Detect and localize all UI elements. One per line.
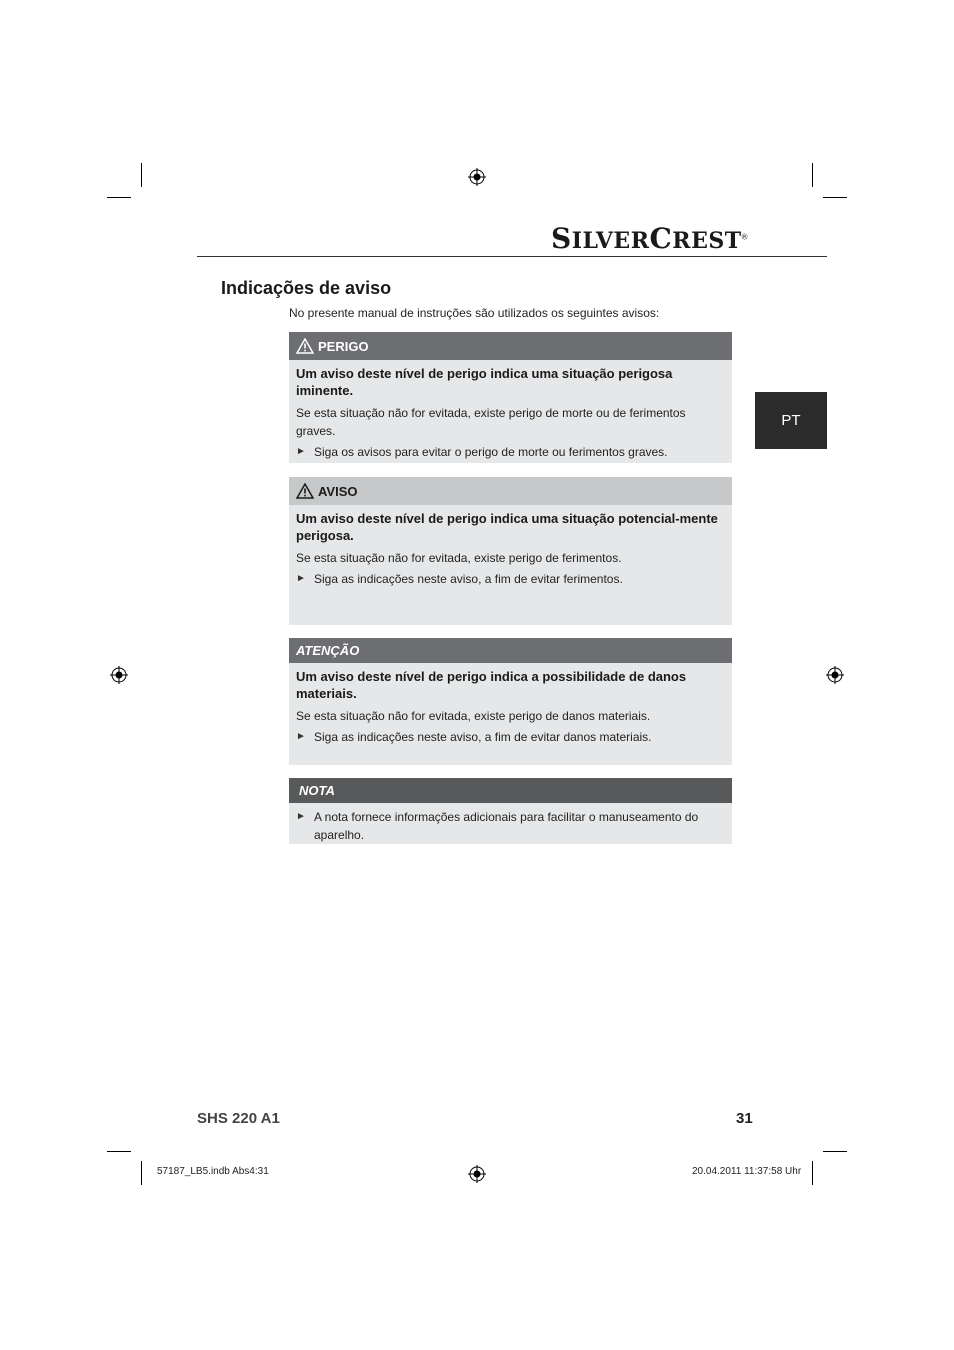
warning-label: AVISO: [318, 483, 358, 499]
danger-box: [289, 332, 732, 463]
crop-mark: [823, 1151, 847, 1152]
caution-box: [289, 638, 732, 765]
danger-header: [289, 332, 732, 360]
crop-mark: [812, 163, 813, 187]
crop-mark: [812, 1161, 813, 1185]
danger-text: Se esta situação não for evitada, existe perigo de morte ou de ferimentos graves.: [296, 406, 686, 438]
warning-triangle-icon: [296, 483, 314, 499]
print-slug-file: 57187_LB5.indb Abs4:31: [157, 1166, 269, 1177]
warning-triangle-icon: [296, 338, 314, 354]
list-item: ► Siga os avisos para evitar o perigo de morte ou ferimentos graves.: [296, 445, 668, 459]
arrow-right-icon: ►: [296, 731, 306, 742]
list-item: ► Siga as indicações neste aviso, a fim de evitar danos materiais.: [296, 730, 652, 744]
brand-logo: SILVERCREST®: [550, 222, 748, 255]
section-title: Indicações de aviso: [221, 278, 392, 298]
warning-box: [289, 477, 732, 625]
arrow-right-icon: ►: [296, 446, 306, 457]
list-item: ► Siga as indicações neste aviso, a fim de evitar ferimentos.: [296, 572, 623, 586]
warning-lead: Um aviso deste nível de perigo indica uma situação potencial-mente perigosa.: [296, 511, 718, 543]
list-item: ► A nota fornece informações adicionais para facilitar o manuseamento do aparelho.: [296, 810, 699, 842]
registration-mark-icon: [110, 666, 128, 684]
note-label: NOTA: [299, 783, 335, 798]
intro-text: No presente manual de instruções são utilizados os seguintes avisos:: [289, 306, 660, 320]
language-tab: PT: [755, 392, 827, 449]
registration-mark-icon: [468, 168, 486, 186]
crop-mark: [141, 1161, 142, 1185]
registration-mark-icon: [468, 1165, 486, 1183]
danger-label: PERIGO: [318, 338, 369, 354]
model-number: SHS 220 A1: [197, 1110, 280, 1127]
warning-text: Se esta situação não for evitada, existe perigo de ferimentos.: [296, 551, 622, 565]
page-number: 31: [736, 1110, 753, 1127]
print-slug-date: 20.04.2011 11:37:58 Uhr: [692, 1166, 802, 1177]
caution-text: Se esta situação não for evitada, existe perigo de danos materiais.: [296, 709, 651, 723]
crop-mark: [823, 197, 847, 198]
warning-header: [289, 477, 732, 505]
danger-lead: Um aviso deste nível de perigo indica uma situação perigosa iminente.: [296, 366, 673, 398]
arrow-right-icon: ►: [296, 573, 306, 584]
crop-mark: [107, 1151, 131, 1152]
crop-mark: [141, 163, 142, 187]
caution-header: [289, 638, 732, 663]
arrow-right-icon: ►: [296, 811, 306, 822]
note-header: [289, 778, 732, 803]
note-box: [289, 778, 732, 844]
caution-label: ATENÇÃO: [296, 643, 360, 658]
header-divider: [197, 256, 827, 257]
caution-lead: Um aviso deste nível de perigo indica a possibilidade de danos materiais.: [296, 669, 687, 701]
registration-mark-icon: [826, 666, 844, 684]
crop-mark: [107, 197, 131, 198]
